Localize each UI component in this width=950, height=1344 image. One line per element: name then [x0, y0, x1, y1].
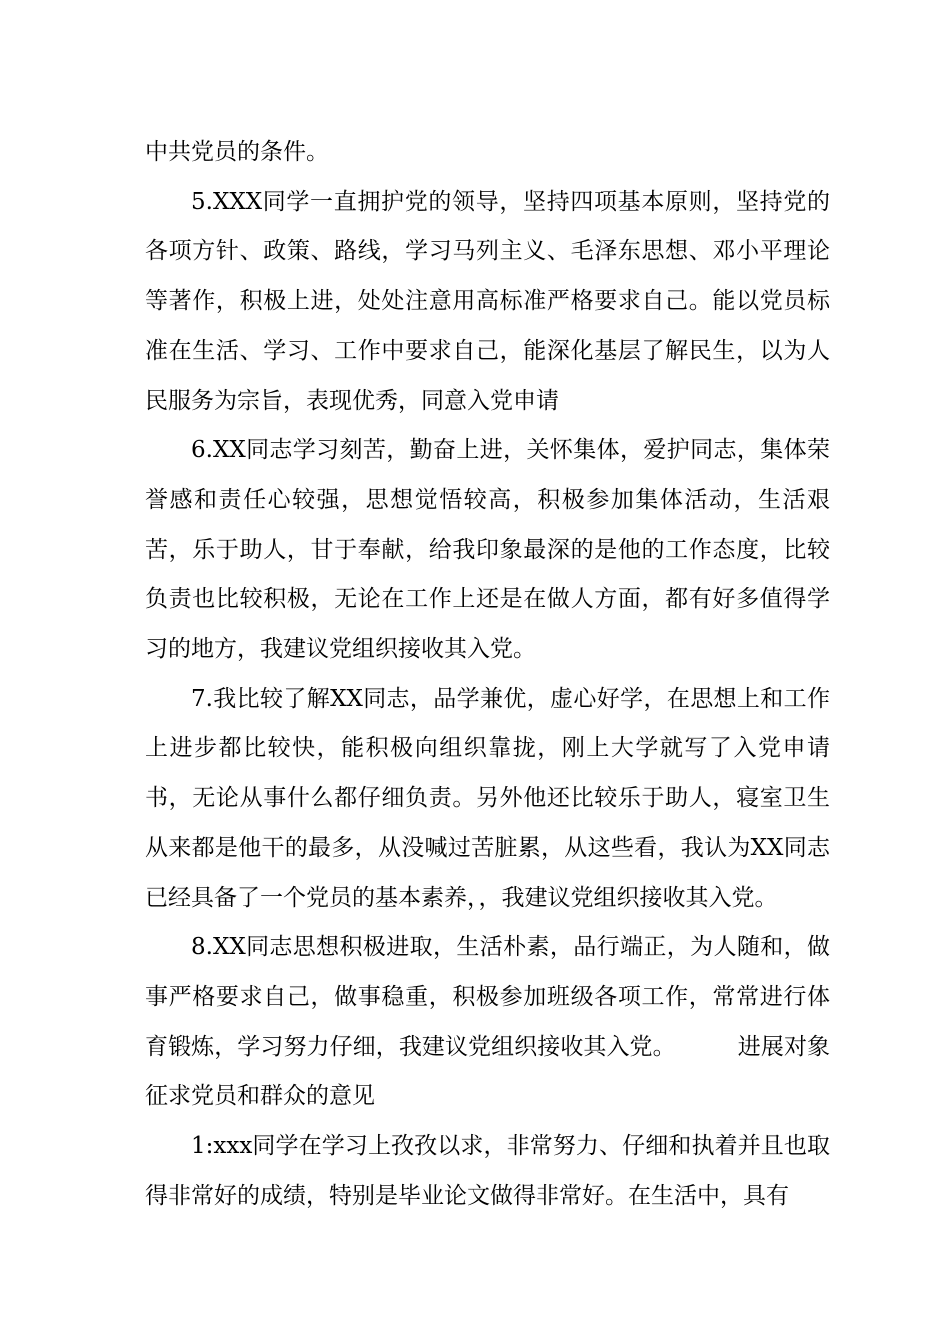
- document-body: [145, 128, 830, 1221]
- paragraph-continuation: 中共党员的条件。: [145, 139, 329, 165]
- paragraph-item-6: 6.XX同志学习刻苦，勤奋上进，关怀集体，爱护同志，集体荣誉感和责任心较强，思想觉悟较高，积极参加集体活动，生活艰苦，乐于助人，甘于奉献，给我印象最深的是他的工作态度，比较负责也比较积极，无论在工作上还是在做人方面，都有好多值得学习的地方，我建议党组织接收其入党。: [145, 437, 830, 663]
- paragraph-item-8-text: 8.XX同志思想积极进取，生活朴素，品行端正，为人随和，做事严格要求自己，做事稳重，积极参加班级各项工作，常常进行体育锻炼，学习努力仔细，我建议党组织接收其入党。: [145, 934, 830, 1060]
- section-heading-text: 进展对象征求党员和群众的意见: [145, 1033, 831, 1110]
- paragraph-item-5: 5.XXX同学一直拥护党的领导，坚持四项基本原则，坚持党的各项方针、政策、路线，学习马列主义、毛泽东思想、邓小平理论等著作，积极上进，处处注意用高标准严格要求自己。能以党员标准在生活、学习、工作中要求自己，能深化基层了解民生，以为人民服务为宗旨，表现优秀，同意入党申请: [145, 188, 830, 414]
- paragraph-opinion-1: 1:xxx同学在学习上孜孜以求，非常努力、仔细和执着并且也取得非常好的成绩，特别是毕业论文做得非常好。在生活中，具有: [145, 1133, 830, 1209]
- paragraph-item-8: [145, 923, 830, 1122]
- paragraph-item-7: 7.我比较了解XX同志，品学兼优，虚心好学，在思想上和工作上进步都比较快，能积极向组织靠拢，刚上大学就写了入党申请书，无论从事什么都仔细负责。另外他还比较乐于助人，寝室卫生从来都是他干的最多，从没喊过苦脏累，从这些看，我认为XX同志已经具备了一个党员的基本素养，，我建议党组织接收其入党。: [145, 685, 830, 911]
